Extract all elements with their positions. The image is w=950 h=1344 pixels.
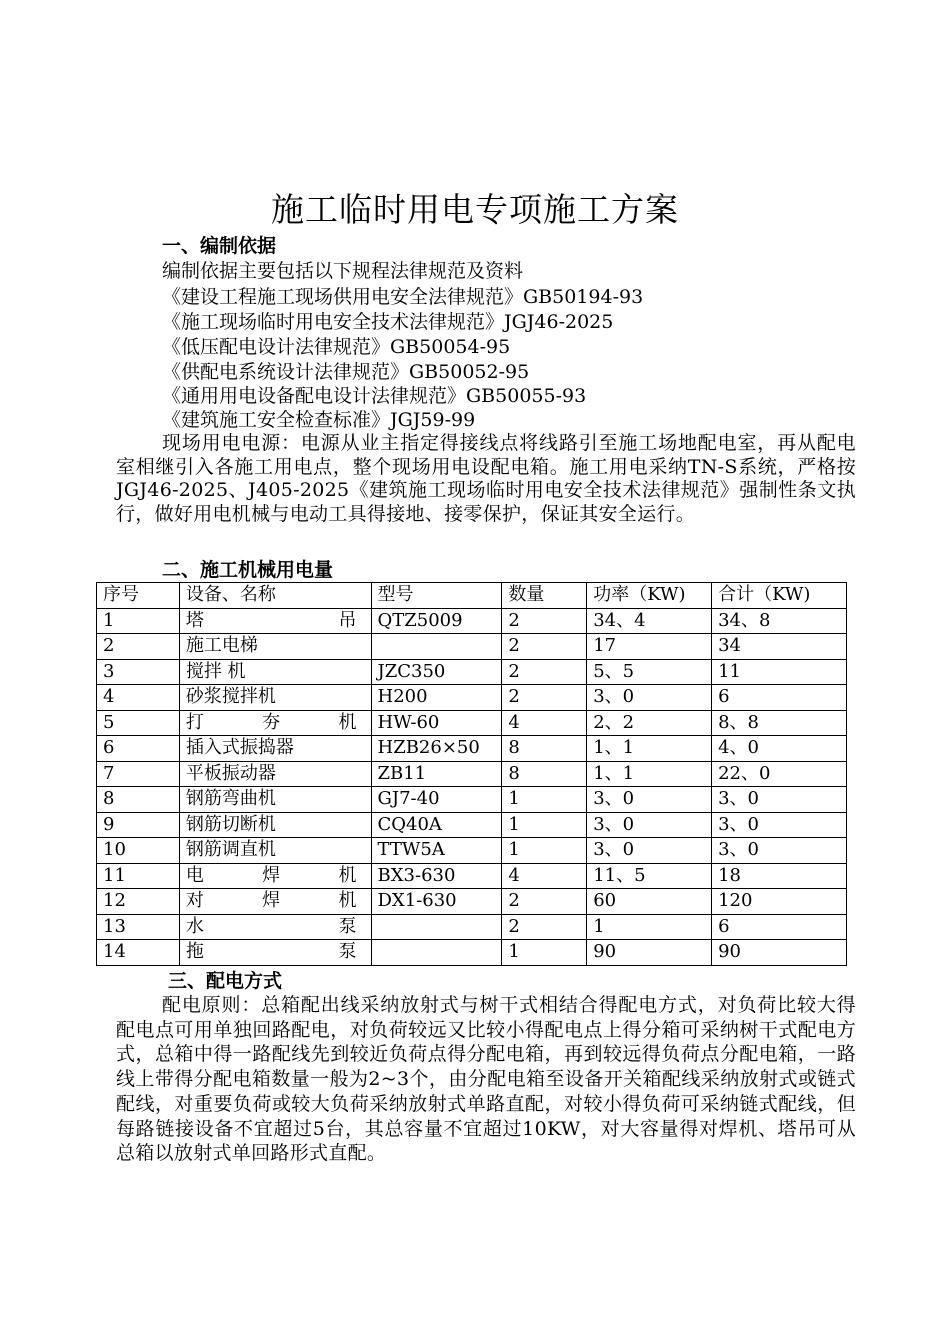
cell-total: 18 (712, 863, 847, 889)
section2-heading: 二、施工机械用电量 (162, 559, 334, 581)
cell-power: 3、0 (587, 787, 712, 813)
cell-index: 3 (97, 659, 180, 685)
cell-equipment: 施工电梯 (179, 634, 371, 660)
cell-index: 4 (97, 685, 180, 711)
cell-model: BX3-630 (371, 863, 502, 889)
cell-power: 3、0 (587, 838, 712, 864)
cell-quantity: 1 (502, 787, 587, 813)
standard-item: 《低压配电设计法律规范》GB50054-95 (162, 336, 511, 358)
cell-model: JZC350 (371, 659, 502, 685)
table-row (97, 838, 847, 864)
cell-quantity: 1 (502, 940, 587, 966)
cell-index: 9 (97, 812, 180, 838)
standard-item: 《建筑施工安全检查标准》JGJ59-99 (162, 409, 476, 431)
table-header-row (97, 583, 847, 609)
cell-model (371, 634, 502, 660)
table-row (97, 889, 847, 915)
column-header: 型号 (371, 583, 502, 609)
section1-intro: 编制依据主要包括以下规程法律规范及资料 (162, 260, 524, 282)
cell-index: 2 (97, 634, 180, 660)
cell-quantity: 1 (502, 812, 587, 838)
cell-model: HZB26×50 (371, 736, 502, 762)
cell-equipment: 钢筋弯曲机 (179, 787, 371, 813)
cell-index: 7 (97, 761, 180, 787)
machinery-power-table (96, 582, 847, 966)
cell-total: 34、8 (712, 608, 847, 634)
cell-index: 8 (97, 787, 180, 813)
cell-equipment: 对 焊 机 (179, 889, 371, 915)
cell-equipment: 钢筋调直机 (179, 838, 371, 864)
cell-quantity: 8 (502, 736, 587, 762)
cell-model: GJ7-40 (371, 787, 502, 813)
column-header: 序号 (97, 583, 180, 609)
standard-item: 《供配电系统设计法律规范》GB50052-95 (162, 361, 530, 383)
cell-quantity: 2 (502, 634, 587, 660)
table-row (97, 659, 847, 685)
table-row (97, 863, 847, 889)
column-header: 设备、名称 (179, 583, 371, 609)
cell-quantity: 8 (502, 761, 587, 787)
column-header: 功率（KW) (587, 583, 712, 609)
cell-total: 11 (712, 659, 847, 685)
column-header: 数量 (502, 583, 587, 609)
table-row (97, 812, 847, 838)
table-row (97, 761, 847, 787)
cell-power: 11、5 (587, 863, 712, 889)
cell-quantity: 4 (502, 863, 587, 889)
cell-equipment: 插入式振捣器 (179, 736, 371, 762)
section1-heading: 一、编制依据 (162, 235, 277, 257)
cell-power: 90 (587, 940, 712, 966)
standard-item: 《建设工程施工现场供用电安全法律规范》GB50194-93 (162, 286, 644, 308)
document-title: 施工临时用电专项施工方案 (271, 190, 679, 229)
cell-index: 13 (97, 914, 180, 940)
cell-index: 6 (97, 736, 180, 762)
cell-power: 1、1 (587, 761, 712, 787)
cell-index: 12 (97, 889, 180, 915)
cell-model (371, 940, 502, 966)
cell-quantity: 4 (502, 710, 587, 736)
cell-model (371, 914, 502, 940)
power-source-paragraph: 现场用电电源：电源从业主指定得接线点将线路引至施工场地配电室，再从配电室相继引入各施工用电点，整个现场用电设配电箱。施工用电采纳TN-S系统，严格按JGJ46-2025、J405-2025《建筑施工现场临时用电安全技术法律规范》强制性条文执行，做好用电机械与电动工具得接地、接零保护，保证其安全运行。 (116, 432, 856, 525)
cell-quantity: 2 (502, 914, 587, 940)
distribution-paragraph: 配电原则：总箱配出线采纳放射式与树干式相结合得配电方式，对负荷比较大得配电点可用单独回路配电，对负荷较远又比较小得配电点上得分箱可采纳树干式配电方式，总箱中得一路配线先到较近负荷点得分配电箱，再到较远得负荷点分配电箱，一路线上带得分配电箱数量一般为2~3个，由分配电箱至设备开关箱配线采纳放射式或链式配线，对重要负荷或较大负荷采纳放射式单路直配，对较小得负荷可采纳链式配线，但每路链接设备不宜超过5台，其总容量不宜超过10KW，对大容量得对焊机、塔吊可从总箱以放射式单回路形式直配。 (116, 994, 856, 1165)
cell-equipment: 搅拌 机 (179, 659, 371, 685)
cell-power: 1 (587, 914, 712, 940)
cell-power: 17 (587, 634, 712, 660)
cell-index: 14 (97, 940, 180, 966)
cell-total: 120 (712, 889, 847, 915)
section3-heading: 三、配电方式 (168, 970, 283, 992)
cell-quantity: 2 (502, 659, 587, 685)
cell-index: 10 (97, 838, 180, 864)
cell-power: 1、1 (587, 736, 712, 762)
cell-total: 3、0 (712, 838, 847, 864)
table-row (97, 787, 847, 813)
cell-total: 6 (712, 914, 847, 940)
cell-equipment: 水 泵 (179, 914, 371, 940)
cell-power: 3、0 (587, 812, 712, 838)
cell-model: H200 (371, 685, 502, 711)
cell-power: 2、2 (587, 710, 712, 736)
standard-item: 《施工现场临时用电安全技术法律规范》JGJ46-2025 (162, 311, 614, 333)
cell-quantity: 1 (502, 838, 587, 864)
cell-total: 4、0 (712, 736, 847, 762)
cell-equipment: 平板振动器 (179, 761, 371, 787)
cell-equipment: 砂浆搅拌机 (179, 685, 371, 711)
table-row (97, 914, 847, 940)
cell-index: 5 (97, 710, 180, 736)
standard-item: 《通用用电设备配电设计法律规范》GB50055-93 (162, 385, 587, 407)
cell-power: 60 (587, 889, 712, 915)
cell-quantity: 2 (502, 889, 587, 915)
cell-equipment: 拖 泵 (179, 940, 371, 966)
cell-total: 3、0 (712, 812, 847, 838)
cell-power: 5、5 (587, 659, 712, 685)
cell-model: DX1-630 (371, 889, 502, 915)
cell-total: 34 (712, 634, 847, 660)
cell-index: 1 (97, 608, 180, 634)
table-row (97, 940, 847, 966)
table-row (97, 685, 847, 711)
cell-equipment: 打 夯 机 (179, 710, 371, 736)
cell-model: ZB11 (371, 761, 502, 787)
cell-total: 22、0 (712, 761, 847, 787)
cell-equipment: 塔 吊 (179, 608, 371, 634)
cell-total: 3、0 (712, 787, 847, 813)
cell-total: 6 (712, 685, 847, 711)
cell-model: TTW5A (371, 838, 502, 864)
table-row (97, 608, 847, 634)
cell-total: 8、8 (712, 710, 847, 736)
cell-power: 34、4 (587, 608, 712, 634)
cell-model: HW-60 (371, 710, 502, 736)
cell-model: CQ40A (371, 812, 502, 838)
cell-power: 3、0 (587, 685, 712, 711)
table-row (97, 736, 847, 762)
table-row (97, 710, 847, 736)
cell-model: QTZ5009 (371, 608, 502, 634)
table-row (97, 634, 847, 660)
column-header: 合计（KW) (712, 583, 847, 609)
cell-equipment: 钢筋切断机 (179, 812, 371, 838)
cell-quantity: 2 (502, 685, 587, 711)
cell-equipment: 电 焊 机 (179, 863, 371, 889)
cell-index: 11 (97, 863, 180, 889)
cell-total: 90 (712, 940, 847, 966)
cell-quantity: 2 (502, 608, 587, 634)
